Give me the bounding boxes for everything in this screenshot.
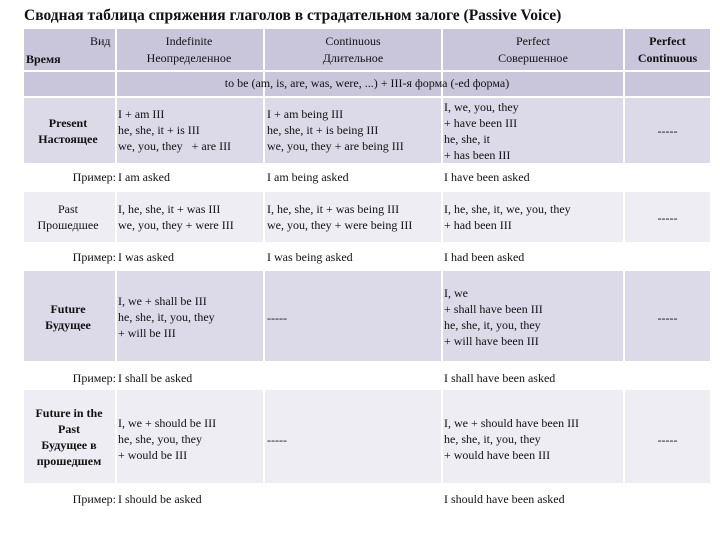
past-example-indefinite: I was asked: [118, 250, 174, 264]
past-continuous: I, he, she, it + was being III we, you, they + were being III: [267, 202, 413, 232]
row-divider: [24, 96, 710, 98]
col-perfect-en: Perfect: [516, 34, 550, 48]
row-divider: [24, 163, 710, 165]
row-divider: [24, 361, 710, 363]
past-perfect-continuous: -----: [657, 211, 678, 225]
row-divider: [24, 269, 710, 271]
row-divider: [24, 483, 710, 485]
column-divider: [441, 29, 443, 514]
column-divider: [263, 29, 265, 514]
future-example-perfect: I shall have been asked: [444, 371, 556, 385]
past-example-perfect: I had been asked: [444, 250, 525, 264]
tense-present: Present Настоящее: [38, 116, 98, 146]
future-in-past-perfect-continuous: -----: [657, 433, 678, 447]
col-indefinite-ru: Неопределенное: [146, 51, 232, 65]
col-indefinite-en: Indefinite: [165, 34, 213, 48]
future-in-past-example-perfect: I should have been asked: [444, 492, 565, 506]
past-perfect: I, he, she, it, we, you, they + had been III: [444, 202, 571, 232]
tense-past: Past Прошедшее: [37, 202, 99, 232]
header-vremya: Время: [26, 52, 61, 66]
example-label: Пример:: [72, 170, 116, 184]
future-in-past-example-indefinite: I should be asked: [118, 492, 202, 506]
example-label: Пример:: [72, 371, 116, 385]
future-example-indefinite: I shall be asked: [118, 371, 193, 385]
col-continuous-en: Continuous: [325, 34, 381, 48]
tense-future: Future Будущее: [45, 302, 91, 332]
col-continuous-ru: Длительное: [322, 51, 384, 65]
future-indefinite: I, we + shall be III he, she, it, you, they + will be III: [118, 294, 215, 340]
present-perfect: I, we, you, they + have been III he, she, it + has been III: [444, 100, 519, 162]
past-example-continuous: I was being asked: [267, 250, 353, 264]
present-example-indefinite: I am asked: [118, 170, 170, 184]
present-perfect-continuous: -----: [657, 124, 678, 138]
header-vid: Вид: [90, 34, 111, 48]
col-perfect-continuous-ru: Continuous: [637, 51, 698, 65]
col-perfect-ru: Совершенное: [498, 51, 568, 65]
past-indefinite: I, he, she, it + was III we, you, they + were III: [118, 202, 234, 232]
formula-text: to be (am, is, are, was, were, ...) + III-я форма (-ed форма): [224, 76, 510, 90]
future-perfect: I, we + shall have been III he, she, it, you, they + will have been III: [444, 286, 543, 348]
example-label: Пример:: [72, 250, 116, 264]
column-divider: [115, 29, 117, 514]
page-title: Сводная таблица спряжения глаголов в страдательном залоге (Passive Voice): [24, 7, 562, 24]
future-in-past-perfect: I, we + should have been III he, she, it, you, they + would have been III: [444, 416, 580, 462]
row-divider: [24, 70, 710, 72]
example-label: Пример:: [72, 492, 116, 506]
present-indefinite: I + am III he, she, it + is III we, you, they + are III: [118, 107, 232, 153]
passive-voice-table: [24, 29, 710, 514]
row-divider: [24, 388, 710, 390]
row-divider: [24, 190, 710, 192]
row-divider: [24, 242, 710, 244]
future-in-past-continuous: -----: [267, 433, 287, 447]
present-example-perfect: I have been asked: [444, 170, 530, 184]
col-perfect-continuous-en: Perfect: [649, 34, 686, 48]
tense-future-in-past: Future in the Past Будущее в прошедшем: [35, 406, 103, 468]
present-example-continuous: I am being asked: [267, 170, 349, 184]
future-in-past-indefinite: I, we + should be III he, she, you, they + would be III: [118, 416, 217, 462]
present-continuous: I + am being III he, she, it + is being III we, you, they + are being III: [267, 107, 404, 153]
future-continuous: -----: [267, 311, 287, 325]
future-perfect-continuous: -----: [657, 311, 678, 325]
